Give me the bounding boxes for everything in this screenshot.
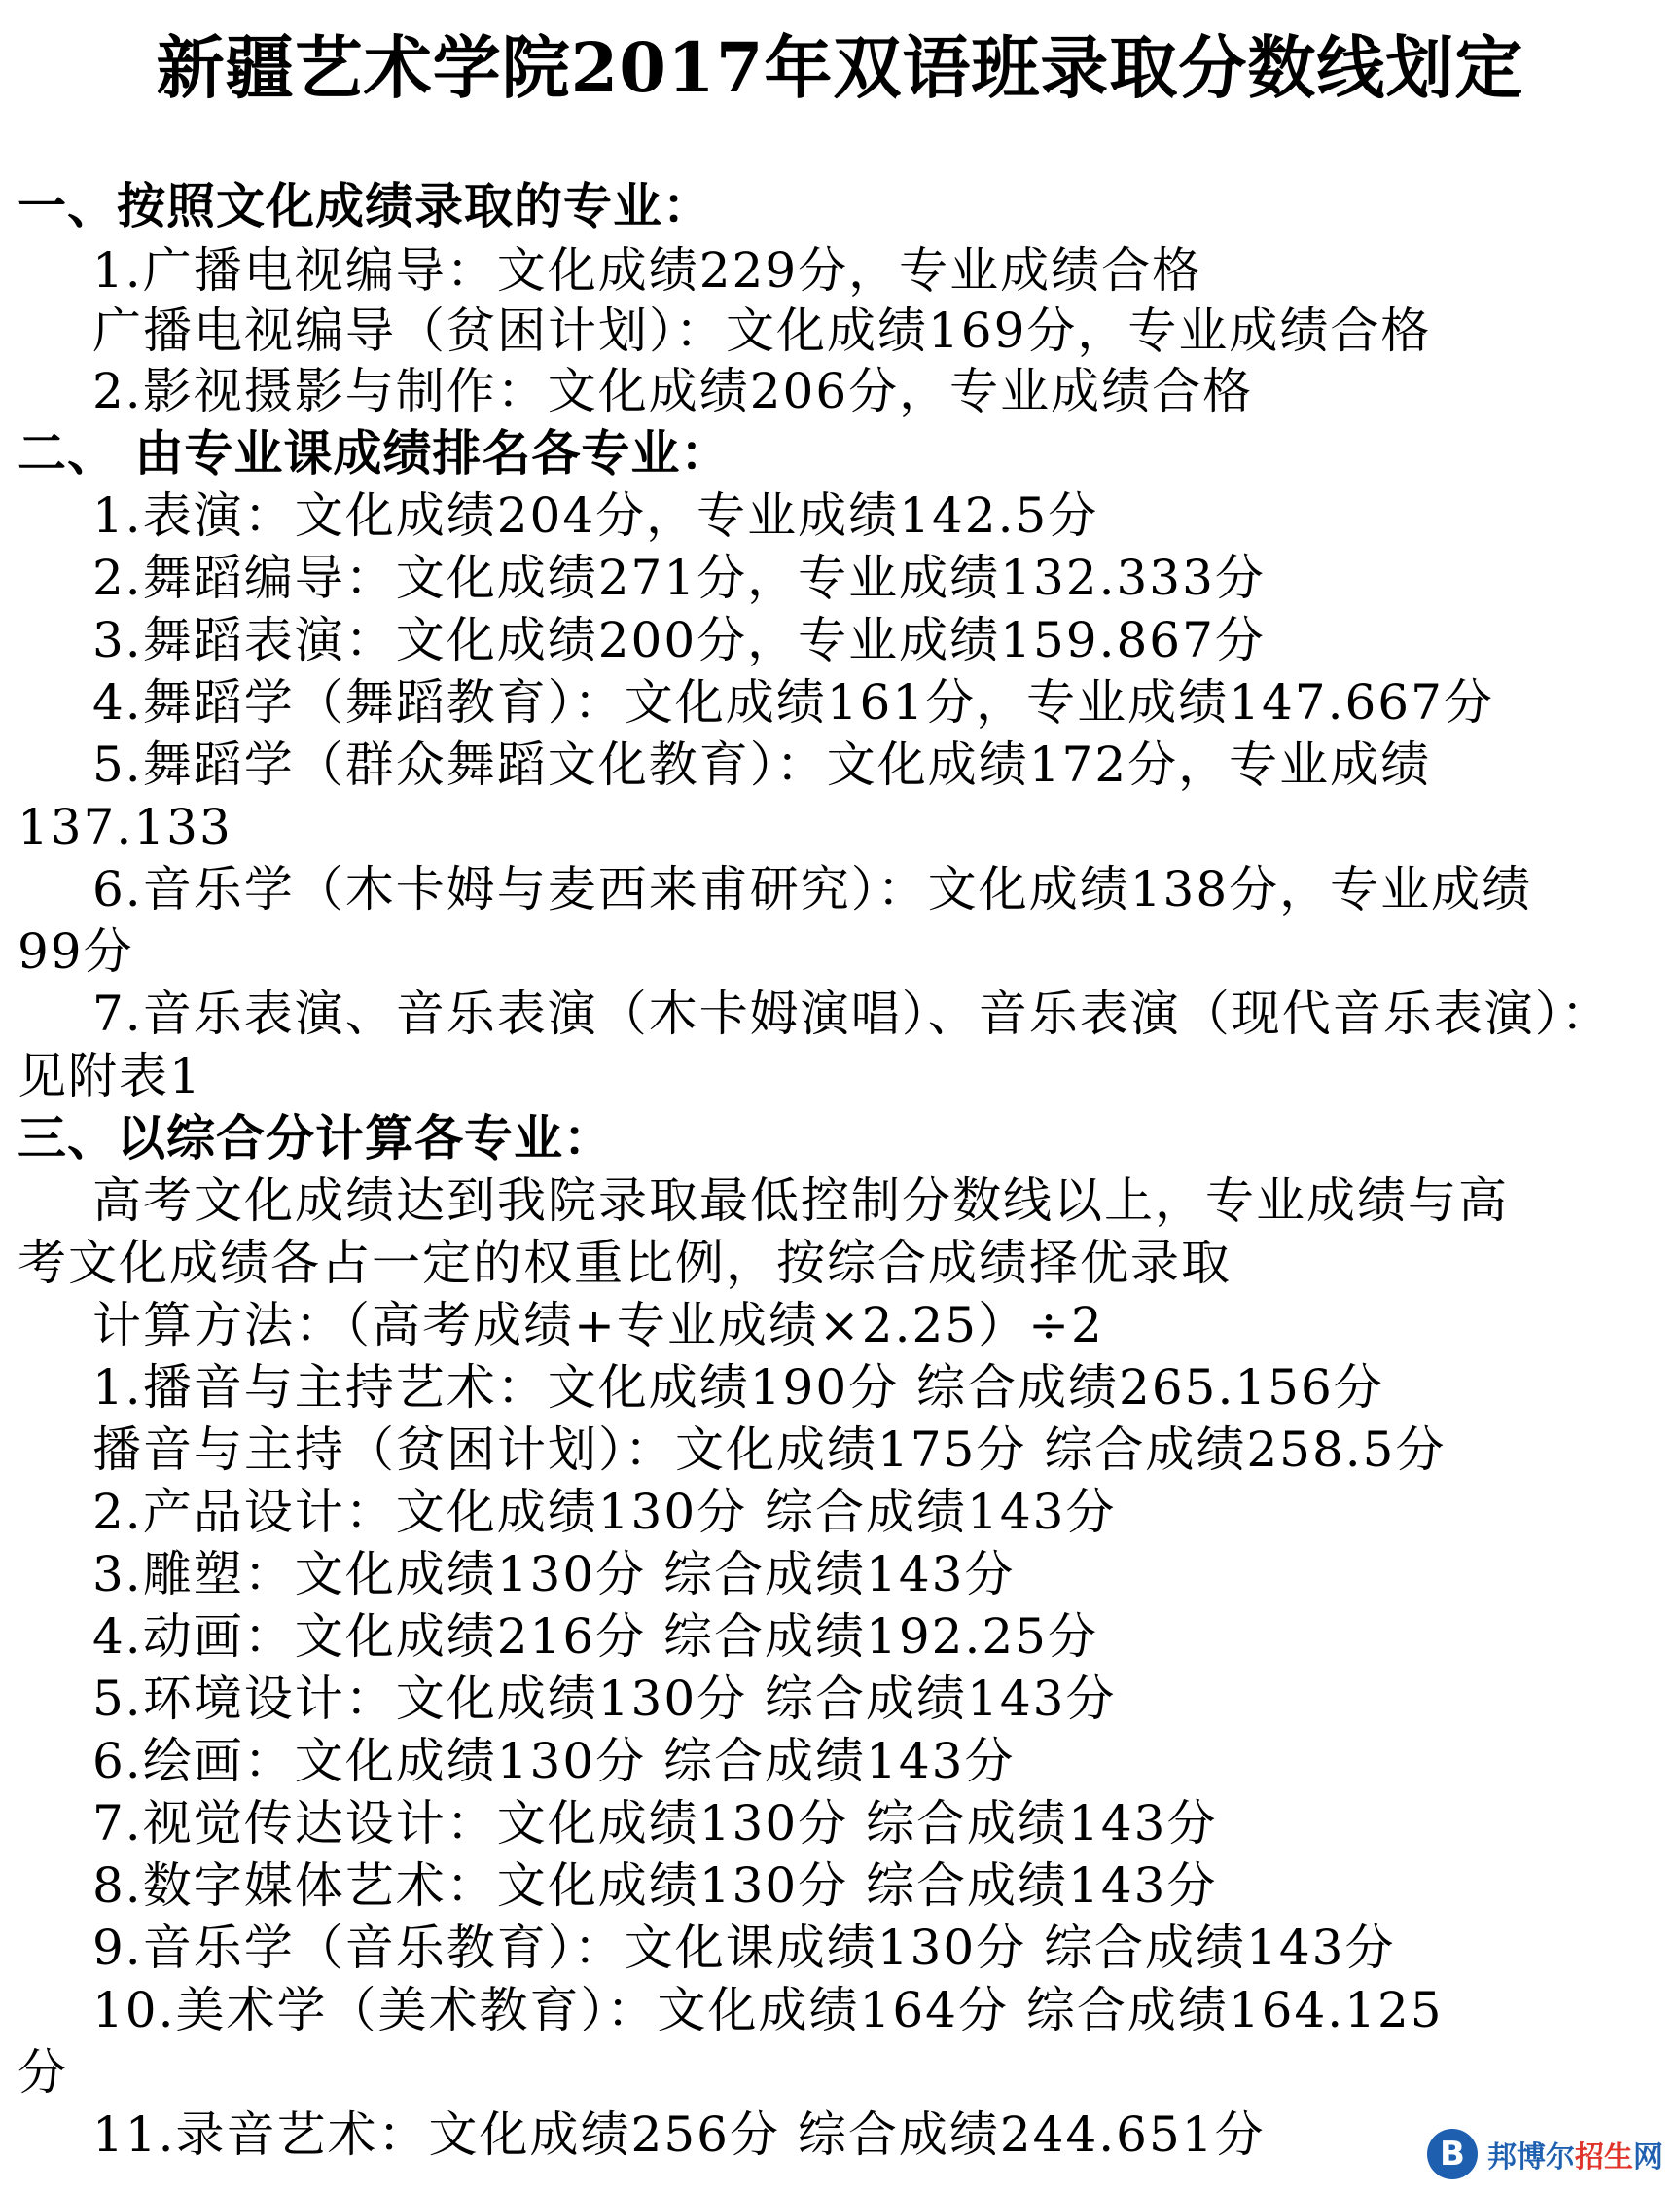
watermark-text-part: 网	[1633, 2140, 1662, 2175]
text-line: 4.舞蹈学（舞蹈教育）：文化成绩161分，专业成绩147.667分	[92, 674, 1494, 731]
text-line: 3.雕塑：文化成绩130分 综合成绩143分	[92, 1546, 1016, 1602]
site-watermark	[1427, 2127, 1662, 2181]
text-line: 9.音乐学（音乐教育）：文化课成绩130分 综合成绩143分	[92, 1920, 1396, 1976]
text-line: 4.动画：文化成绩216分 综合成绩192.25分	[92, 1608, 1098, 1665]
document-title: 新疆艺术学院2017年双语班录取分数线划定	[156, 27, 1524, 108]
text-line: 2.影视摄影与制作：文化成绩206分，专业成绩合格	[92, 363, 1254, 419]
text-line: 10.美术学（美术教育）：文化成绩164分 综合成绩164.125	[92, 1982, 1444, 2038]
text-line: 3.舞蹈表演：文化成绩200分，专业成绩159.867分	[92, 612, 1266, 668]
watermark-text	[1487, 2133, 1662, 2175]
text-line: 分	[18, 2044, 68, 2101]
text-line: 7.音乐表演、音乐表演（木卡姆演唱）、音乐表演（现代音乐表演）：	[92, 986, 1612, 1042]
section-heading-1: 一、按照文化成绩录取的专业：	[18, 178, 712, 234]
text-line: 6.绘画：文化成绩130分 综合成绩143分	[92, 1733, 1016, 1789]
text-line: 5.舞蹈学（群众舞蹈文化教育）：文化成绩172分，专业成绩	[92, 737, 1432, 793]
section-heading-3: 三、以综合分计算各专业：	[18, 1110, 613, 1167]
text-line: 137.133	[18, 799, 232, 855]
formula-line: 计算方法：（高考成绩+专业成绩×2.25）÷2	[92, 1297, 1104, 1353]
text-line: 5.环境设计：文化成绩130分 综合成绩143分	[92, 1671, 1117, 1727]
text-line: 11.录音艺术：文化成绩256分 综合成绩244.651分	[92, 2106, 1266, 2163]
text-line: 1.播音与主持艺术：文化成绩190分 综合成绩265.156分	[92, 1359, 1384, 1416]
text-line: 见附表1	[18, 1048, 202, 1104]
text-line: 7.视觉传达设计：文化成绩130分 综合成绩143分	[92, 1795, 1218, 1851]
text-line: 考文化成绩各占一定的权重比例，按综合成绩择优录取	[18, 1235, 1232, 1291]
watermark-logo-icon: B	[1427, 2129, 1478, 2179]
text-line: 高考文化成绩达到我院录取最低控制分数线以上，专业成绩与高	[92, 1172, 1509, 1229]
text-line: 99分	[18, 923, 134, 980]
section-heading-2: 二、 由专业课成绩排名各专业：	[18, 425, 731, 482]
text-line: 2.舞蹈编导：文化成绩271分，专业成绩132.333分	[92, 550, 1266, 606]
text-line: 6.音乐学（木卡姆与麦西来甫研究）：文化成绩138分，专业成绩	[92, 861, 1533, 917]
watermark-text-part: 邦博尔	[1487, 2140, 1575, 2175]
text-line: 1.广播电视编导：文化成绩229分，专业成绩合格	[92, 242, 1203, 299]
text-line: 8.数字媒体艺术：文化成绩130分 综合成绩143分	[92, 1857, 1218, 1914]
watermark-text-part: 招生	[1575, 2140, 1633, 2175]
text-line: 广播电视编导（贫困计划）：文化成绩169分，专业成绩合格	[92, 303, 1432, 359]
text-line: 2.产品设计：文化成绩130分 综合成绩143分	[92, 1484, 1117, 1540]
text-line: 1.表演：文化成绩204分，专业成绩142.5分	[92, 487, 1099, 544]
text-line: 播音与主持（贫困计划）：文化成绩175分 综合成绩258.5分	[92, 1421, 1447, 1478]
